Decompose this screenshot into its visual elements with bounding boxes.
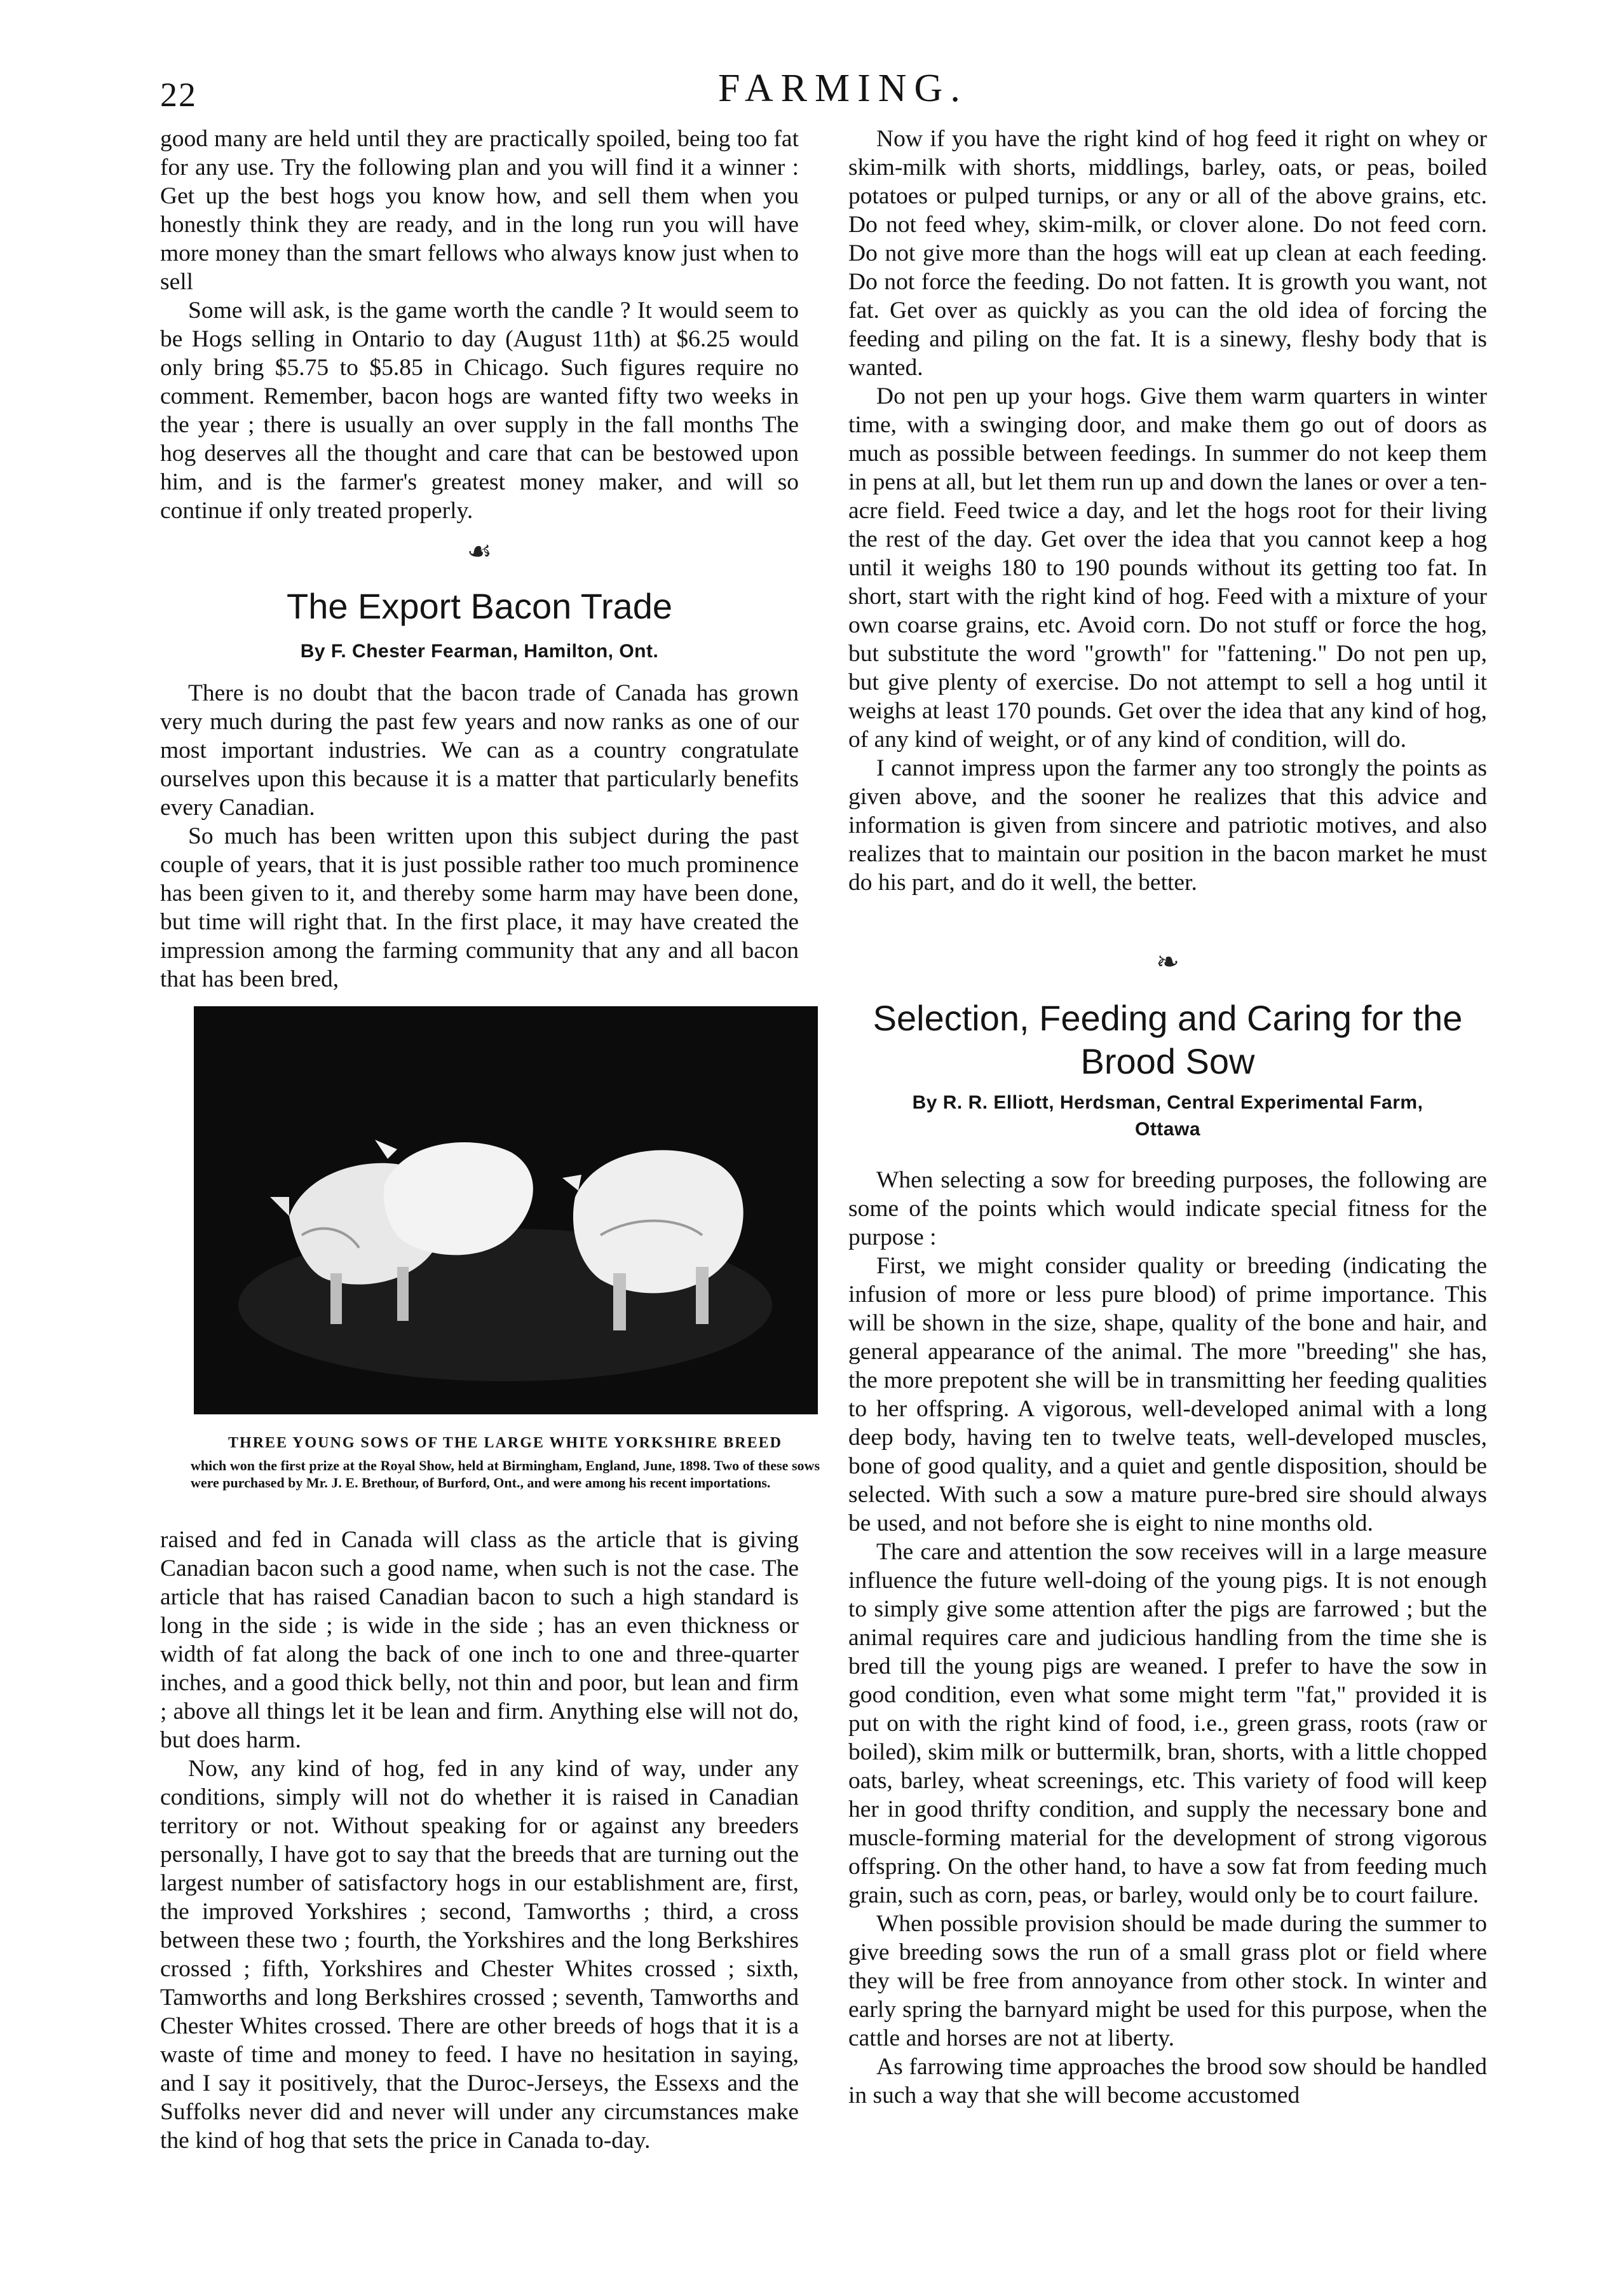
photo-caption-text: which won the first prize at the Royal Show, held at Birmingham, England, June, 1898. Two of these sows were purchased by Mr. J. E. Brethour, of Burford, Ont., and were among his recent importations. bbox=[191, 1458, 820, 1491]
running-title: FARMING. bbox=[718, 67, 968, 110]
article-body bbox=[160, 679, 799, 994]
article-body-continued bbox=[160, 1526, 799, 2155]
article-title bbox=[848, 997, 1487, 1083]
paragraph: Now if you have the right kind of hog feed it right on whey or skim-milk with shorts, middlings, barley, oats, or peas, boiled potatoes or pulped turnips, or any or all of the above grains, etc. Do not feed whey, skim-milk, or clover alone. Do not feed corn. Do not give more than the hogs will eat up clean at each feeding. Do not force the feeding. Do not fatten. It is growth you want, not fat. Get over as quickly as you can the old idea of forcing the feeding and piling on the fat. It is a sinewy, fleshy body that is wanted. bbox=[848, 126, 1487, 381]
ornament-divider: ☙ bbox=[466, 536, 492, 567]
byline-line: Ottawa bbox=[1134, 1119, 1201, 1140]
ornament-divider: ❧ bbox=[1156, 946, 1179, 978]
paragraph: When selecting a sow for breeding purposes, the following are some of the points which would indicate special fitness for the purpose : bbox=[848, 1167, 1487, 1250]
paragraph: As farrowing time approaches the brood sow should be handled in such a way that she will become accustomed bbox=[848, 2054, 1487, 2108]
sows-photograph bbox=[194, 1006, 818, 1414]
paragraph: Some will ask, is the game worth the candle ? It would seem to be Hogs selling in Ontario to day (August 11th) at $6.25 would only bring $5.75 to $5.85 in Chicago. Such figures require no comment. Remember, bacon hogs are wanted fifty two weeks in the year ; there is usually an over supply in the fall months The hog deserves all the thought and care that can be bestowed upon him, and is the farmer's greatest money maker, and will so continue if only treated properly. bbox=[160, 297, 799, 524]
page-number: 22 bbox=[160, 76, 197, 114]
left-column-top bbox=[160, 125, 799, 525]
paragraph: Do not pen up your hogs. Give them warm quarters in winter time, with a swinging door, and make them go out of doors as much as possible between feedings. In summer do not keep them in pens at all, but let them run up and down the lanes or over a ten-acre field. Feed twice a day, and let the hogs root for their living the rest of the day. Get over the idea that you cannot keep a hog until it weighs 180 to 190 pounds without its getting too fat. In short, start with the right kind of hog. Feed with a mixture of your own coarse grains, etc. Avoid corn. Do not stuff or force the hog, but substitute the word "growth" for "fattening." Do not pen up, but give plenty of exercise. Do not attempt to sell a hog until it weighs at least 170 pounds. Get over the idea that any kind of hog, of any kind of weight, or of any kind of condition, will do. bbox=[848, 383, 1487, 753]
article-title: The Export Bacon Trade bbox=[286, 586, 672, 626]
paragraph: good many are held until they are practically spoiled, being too fat for any use. Try the following plan and you will find it a winner : Get up the best hogs you know how, and sell them when you honestly think they are ready, and in the long run you will have more money than the smart fellows who always know just when to sell bbox=[160, 126, 799, 295]
paragraph: I cannot impress upon the farmer any too strongly the points as given above, and the sooner he realizes that this advice and information is given from sincere and patriotic motives, and also realizes that to maintain our position in the bacon market he must do his part, and do it well, the better. bbox=[848, 755, 1487, 896]
paragraph: There is no doubt that the bacon trade of Canada has grown very much during the past few years and now ranks as one of our most important industries. We can as a country congratulate ourselves upon this because it is a matter that particularly benefits every Canadian. bbox=[160, 680, 799, 821]
title-line: Selection, Feeding and Caring for the bbox=[873, 998, 1463, 1038]
three-sows-illustration bbox=[194, 1006, 818, 1414]
paragraph: When possible provision should be made during the summer to give breeding sows the run of a small grass plot or field where they will be free from annoyance from other stock. In winter and early spring the barnyard might be used for this purpose, when the cattle and horses are not at liberty. bbox=[848, 1911, 1487, 2051]
article-byline: By F. Chester Fearman, Hamilton, Ont. bbox=[300, 641, 659, 662]
right-column-top bbox=[848, 125, 1487, 897]
article-byline bbox=[848, 1090, 1487, 1143]
byline-line: By R. R. Elliott, Herdsman, Central Experimental Farm, bbox=[912, 1092, 1423, 1113]
paragraph: So much has been written upon this subject during the past couple of years, that it is just possible rather too much prominence has been given to it, and thereby some harm may have been done, but time will right that. In the first place, it may have created the impression among the farming community that any and all bacon that has been bred, bbox=[160, 823, 799, 992]
article-body bbox=[848, 1166, 1487, 2110]
title-line: Brood Sow bbox=[1080, 1041, 1255, 1081]
photo-caption-title: THREE YOUNG SOWS OF THE LARGE WHITE YORKSHIRE BREED bbox=[228, 1435, 782, 1451]
paragraph: Now, any kind of hog, fed in any kind of way, under any conditions, simply will not do whether it is raised in Canadian territory or not. Without speaking for or against any breeders personally, I have got to say that the breeds that are turning out the largest number of satisfactory hogs in our establishment are, first, the improved Yorkshires ; second, Tamworths ; third, a cross between these two ; fourth, the Yorkshires and the long Berkshires crossed ; fifth, Yorkshires and Chester Whites crossed ; sixth, Tamworths and long Berkshires crossed ; seventh, Tamworths and Chester Whites crossed. There are other breeds of hogs that it is a waste of time and money to feed. I have no hesitation in saying, and I say it positively, that the Duroc-Jerseys, the Essexs and the Suffolks never did and never will under any circumstances make the kind of hog that sets the price in Canada to-day. bbox=[160, 1756, 799, 2154]
paragraph: First, we might consider quality or breeding (indicating the infusion of more or less pure blood) of prime importance. This will be shown in the size, shape, quality of the bone and hair, and general appearance of the animal. The more "breeding" she has, the more prepotent she will be in transmitting her feeding qualities to her offspring. A vigorous, well-developed animal with a long deep body, having ten to twelve teats, well-developed muscles, bone of good quality, and a quiet and gentle disposition, should be selected. With such a sow a mature pure-bred sire should always be used, and not before she is eight to nine months old. bbox=[848, 1253, 1487, 1536]
paragraph: raised and fed in Canada will class as the article that is giving Canadian bacon such a good name, when such is not the case. The article that has raised Canadian bacon to such a high standard is long in the side ; is wide in the side ; has an even thickness or width of fat along the back of one inch to one and three-quarter inches, and a good thick belly, not thin and poor, but lean and firm ; above all things let it be lean and firm. Anything else will not do, but does harm. bbox=[160, 1527, 799, 1753]
paragraph: The care and attention the sow receives will in a large measure influence the future well-doing of the young pigs. It is not enough to simply give some attention after the pigs are farrowed ; but the animal requires care and judicious handling from the time she is bred till the young pigs are weaned. I prefer to have the sow in good condition, even what some might term "fat," provided it is put on with the right kind of food, i.e., green grass, roots (raw or boiled), skim milk or buttermilk, bran, shorts, with a little chopped oats, barley, wheat screenings, etc. This variety of food will keep her in good thrifty condition, and supply the necessary bone and muscle-forming material for the development of strong vigorous offspring. On the other hand, to have a sow fat from feeding much grain, such as corn, peas, or barley, would only be to court failure. bbox=[848, 1539, 1487, 1908]
